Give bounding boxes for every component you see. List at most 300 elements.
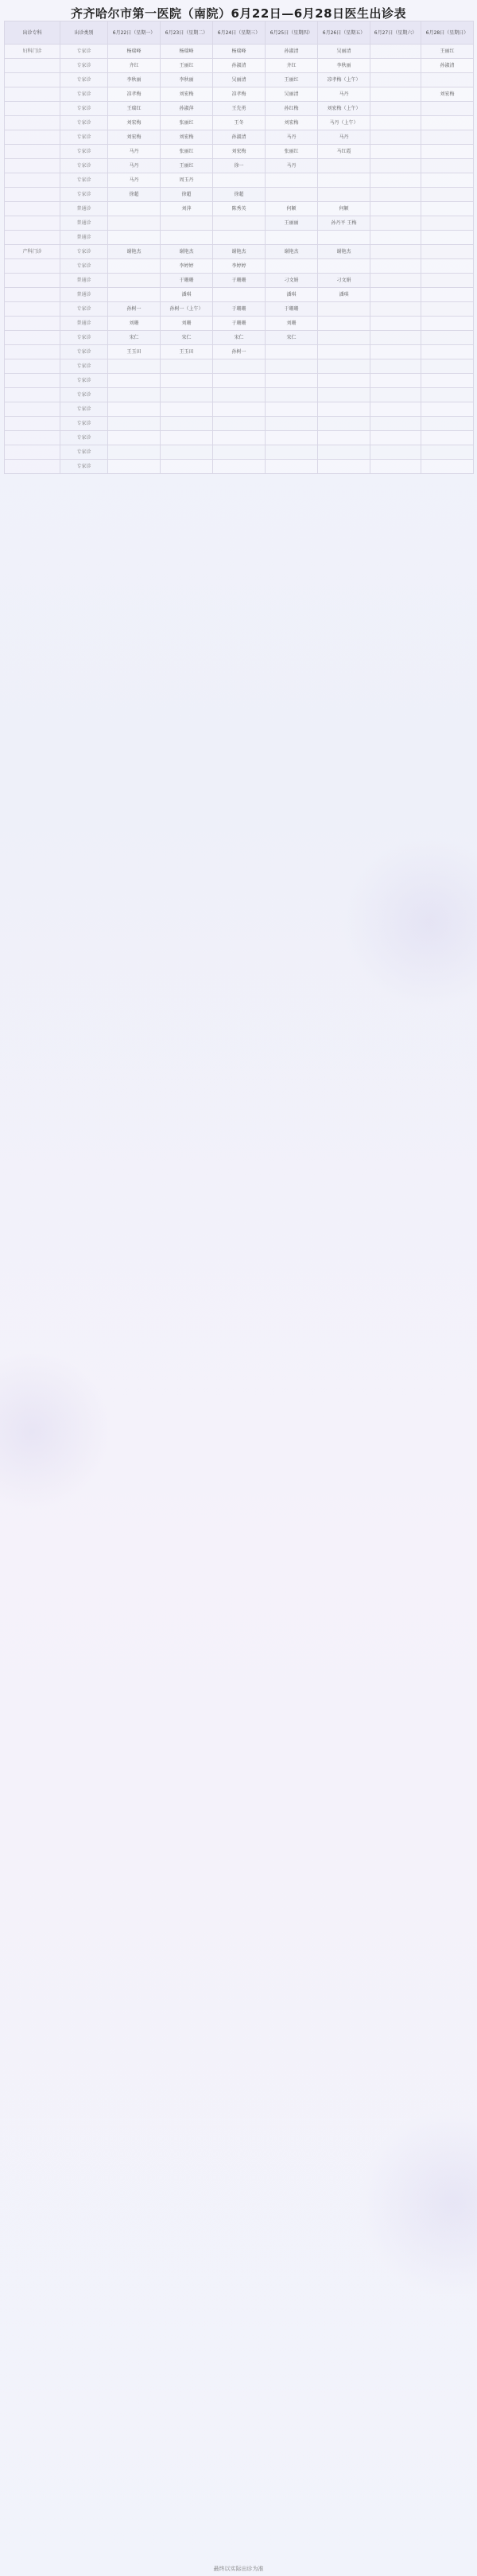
doctor-cell: 宋仁 — [108, 331, 161, 345]
doctor-cell: 马丹 — [266, 130, 318, 145]
table-row — [5, 245, 474, 259]
doctor-cell — [213, 216, 266, 231]
doctor-cell — [161, 388, 213, 402]
table-row — [5, 87, 474, 102]
doctor-cell: 王丽丽 — [266, 216, 318, 231]
clinic-type-cell: 专家诊 — [60, 116, 108, 130]
table-row — [5, 159, 474, 173]
doctor-cell: 宋仁 — [266, 331, 318, 345]
doctor-cell: 吴丽清 — [318, 45, 370, 59]
clinic-type-cell: 专家诊 — [60, 402, 108, 417]
doctor-cell: 孙淑萍 — [161, 102, 213, 116]
doctor-cell: 李秋丽 — [318, 59, 370, 73]
doctor-cell — [421, 359, 474, 374]
table-row — [5, 288, 474, 302]
doctor-cell — [370, 245, 421, 259]
doctor-cell — [213, 460, 266, 474]
doctor-cell: 马丹 — [108, 159, 161, 173]
doctor-cell — [161, 374, 213, 388]
doctor-cell — [108, 402, 161, 417]
clinic-type-cell: 专家诊 — [60, 417, 108, 431]
doctor-cell — [318, 331, 370, 345]
department-cell — [5, 216, 60, 231]
doctor-cell: 齐红 — [108, 59, 161, 73]
doctor-cell — [370, 345, 421, 359]
doctor-cell — [318, 431, 370, 445]
doctor-cell — [318, 445, 370, 460]
header-cell: 出诊专科 — [5, 21, 60, 45]
header-cell: 6月27日（星期六） — [370, 21, 421, 45]
department-cell — [5, 445, 60, 460]
header-row — [5, 21, 474, 45]
doctor-cell: 孙红梅 — [266, 102, 318, 116]
doctor-cell — [421, 231, 474, 245]
department-cell — [5, 259, 60, 274]
table-row — [5, 460, 474, 474]
doctor-cell — [421, 159, 474, 173]
doctor-cell — [161, 231, 213, 245]
doctor-cell: 杨瑞峰 — [108, 45, 161, 59]
doctor-cell — [266, 445, 318, 460]
doctor-cell — [421, 216, 474, 231]
doctor-cell: 潘琪 — [161, 288, 213, 302]
doctor-cell — [108, 374, 161, 388]
doctor-cell: 孙淑清 — [266, 45, 318, 59]
doctor-cell — [421, 431, 474, 445]
clinic-type-cell: 专家诊 — [60, 188, 108, 202]
clinic-type-cell: 专家诊 — [60, 73, 108, 87]
doctor-cell: 谢艳杰 — [213, 245, 266, 259]
table-row — [5, 73, 474, 87]
department-cell — [5, 374, 60, 388]
doctor-cell — [421, 259, 474, 274]
doctor-cell: 杨瑞峰 — [161, 45, 213, 59]
doctor-cell: 王丽红 — [266, 73, 318, 87]
doctor-cell — [318, 417, 370, 431]
header-cell: 6月26日（星期五） — [318, 21, 370, 45]
doctor-cell — [421, 73, 474, 87]
doctor-cell: 谢艳杰 — [108, 245, 161, 259]
doctor-cell — [108, 259, 161, 274]
department-cell — [5, 417, 60, 431]
clinic-type-cell: 普通诊 — [60, 274, 108, 288]
clinic-type-cell: 专家诊 — [60, 45, 108, 59]
doctor-cell — [421, 345, 474, 359]
doctor-cell — [213, 402, 266, 417]
doctor-cell — [266, 431, 318, 445]
doctor-cell — [421, 202, 474, 216]
doctor-cell — [370, 460, 421, 474]
doctor-cell: 王丽红 — [421, 45, 474, 59]
department-cell — [5, 130, 60, 145]
doctor-cell — [318, 302, 370, 317]
doctor-cell: 李婷婷 — [213, 259, 266, 274]
doctor-cell — [370, 374, 421, 388]
clinic-type-cell: 普通诊 — [60, 216, 108, 231]
doctor-cell: 刘珊 — [161, 317, 213, 331]
doctor-cell: 王玉田 — [161, 345, 213, 359]
table-row — [5, 345, 474, 359]
clinic-type-cell: 专家诊 — [60, 460, 108, 474]
doctor-cell — [266, 460, 318, 474]
clinic-type-cell: 专家诊 — [60, 374, 108, 388]
table-row — [5, 59, 474, 73]
department-cell — [5, 59, 60, 73]
doctor-cell: 李婷婷 — [161, 259, 213, 274]
doctor-cell — [370, 45, 421, 59]
doctor-cell — [370, 73, 421, 87]
clinic-type-cell: 专家诊 — [60, 302, 108, 317]
footer-note: 最终以实际出诊为准 — [213, 2566, 264, 2572]
doctor-cell — [318, 259, 370, 274]
doctor-cell: 王丽红 — [161, 59, 213, 73]
doctor-cell: 张丽红 — [161, 145, 213, 159]
clinic-type-cell: 专家诊 — [60, 245, 108, 259]
doctor-cell: 于珊珊 — [213, 317, 266, 331]
doctor-cell — [421, 188, 474, 202]
department-cell — [5, 460, 60, 474]
doctor-cell — [318, 159, 370, 173]
table-row — [5, 431, 474, 445]
table-row — [5, 188, 474, 202]
decorative-circle — [342, 835, 477, 1010]
doctor-cell: 杨瑞峰 — [213, 45, 266, 59]
doctor-cell — [108, 231, 161, 245]
department-cell — [5, 73, 60, 87]
doctor-cell — [108, 216, 161, 231]
doctor-cell: 马丹 — [318, 130, 370, 145]
doctor-cell: 王丽红 — [161, 159, 213, 173]
doctor-cell — [213, 374, 266, 388]
doctor-cell: 马丹 — [266, 159, 318, 173]
doctor-cell: 刘珊 — [266, 317, 318, 331]
doctor-cell — [108, 460, 161, 474]
doctor-cell — [108, 202, 161, 216]
department-cell — [5, 345, 60, 359]
doctor-cell — [421, 116, 474, 130]
doctor-cell — [108, 288, 161, 302]
doctor-cell: 谢艳杰 — [161, 245, 213, 259]
doctor-cell: 刘萍 — [161, 202, 213, 216]
doctor-cell — [161, 445, 213, 460]
doctor-cell — [370, 130, 421, 145]
page-title: 齐齐哈尔市第一医院（南院）6月22日—6月28日医生出诊表 — [70, 6, 407, 21]
doctor-cell: 孙树一 — [108, 302, 161, 317]
doctor-cell — [318, 388, 370, 402]
doctor-cell — [213, 231, 266, 245]
doctor-cell: 刘宏梅（上午） — [318, 102, 370, 116]
department-cell — [5, 173, 60, 188]
doctor-cell — [161, 431, 213, 445]
doctor-cell: 马丹 — [108, 173, 161, 188]
department-cell — [5, 402, 60, 417]
clinic-type-cell: 专家诊 — [60, 345, 108, 359]
doctor-cell — [161, 417, 213, 431]
doctor-cell: 于珊珊 — [266, 302, 318, 317]
department-cell — [5, 288, 60, 302]
doctor-cell: 刁文娟 — [318, 274, 370, 288]
doctor-cell — [213, 445, 266, 460]
doctor-cell: 马丹 — [318, 87, 370, 102]
doctor-cell: 张丽红 — [161, 116, 213, 130]
department-cell — [5, 159, 60, 173]
doctor-cell: 于珊珊 — [213, 274, 266, 288]
doctor-cell: 于珊珊 — [161, 274, 213, 288]
doctor-cell — [370, 231, 421, 245]
doctor-cell — [318, 345, 370, 359]
doctor-cell — [370, 417, 421, 431]
header-cell: 6月24日（星期三） — [213, 21, 266, 45]
clinic-type-cell: 专家诊 — [60, 388, 108, 402]
doctor-cell — [370, 317, 421, 331]
doctor-cell: 谢艳杰 — [318, 245, 370, 259]
table-row — [5, 331, 474, 345]
doctor-cell — [370, 159, 421, 173]
doctor-cell — [318, 402, 370, 417]
doctor-cell: 何颖 — [318, 202, 370, 216]
table-row — [5, 45, 474, 59]
clinic-type-cell: 专家诊 — [60, 159, 108, 173]
doctor-cell — [318, 173, 370, 188]
clinic-type-cell: 普通诊 — [60, 202, 108, 216]
doctor-cell — [266, 359, 318, 374]
doctor-cell — [370, 259, 421, 274]
doctor-cell — [318, 374, 370, 388]
doctor-cell: 刘宏梅 — [161, 87, 213, 102]
doctor-cell: 于珊珊 — [213, 302, 266, 317]
doctor-cell — [370, 202, 421, 216]
doctor-cell — [108, 388, 161, 402]
table-row — [5, 374, 474, 388]
doctor-cell — [421, 173, 474, 188]
doctor-cell — [266, 417, 318, 431]
doctor-cell — [370, 302, 421, 317]
doctor-cell — [370, 145, 421, 159]
doctor-cell — [370, 431, 421, 445]
schedule-table — [4, 21, 474, 474]
table-row — [5, 445, 474, 460]
department-cell — [5, 331, 60, 345]
doctor-cell: 王玉田 — [108, 345, 161, 359]
header-cell: 6月23日（星期二） — [161, 21, 213, 45]
doctor-cell — [108, 274, 161, 288]
table-row — [5, 259, 474, 274]
table-row — [5, 317, 474, 331]
doctor-cell: 陈秀英 — [213, 202, 266, 216]
doctor-cell: 刁文娟 — [266, 274, 318, 288]
doctor-cell — [266, 173, 318, 188]
doctor-cell — [266, 231, 318, 245]
table-row — [5, 145, 474, 159]
doctor-cell — [421, 374, 474, 388]
doctor-cell — [161, 359, 213, 374]
department-cell: 妇科门诊 — [5, 45, 60, 59]
doctor-cell — [108, 359, 161, 374]
clinic-type-cell: 普通诊 — [60, 231, 108, 245]
clinic-type-cell: 专家诊 — [60, 173, 108, 188]
doctor-cell — [421, 302, 474, 317]
doctor-cell: 徐超 — [108, 188, 161, 202]
doctor-cell — [370, 188, 421, 202]
table-row — [5, 402, 474, 417]
doctor-cell — [370, 116, 421, 130]
table-row — [5, 274, 474, 288]
department-cell — [5, 102, 60, 116]
table-row — [5, 173, 474, 188]
header-cell: 6月22日（星期一） — [108, 21, 161, 45]
doctor-cell — [370, 102, 421, 116]
doctor-cell — [370, 359, 421, 374]
department-cell — [5, 202, 60, 216]
doctor-cell — [213, 388, 266, 402]
doctor-cell: 何颖 — [266, 202, 318, 216]
doctor-cell — [161, 460, 213, 474]
doctor-cell — [318, 317, 370, 331]
doctor-cell — [108, 445, 161, 460]
clinic-type-cell: 专家诊 — [60, 59, 108, 73]
doctor-cell: 孙淑清 — [213, 130, 266, 145]
clinic-type-cell: 普通诊 — [60, 317, 108, 331]
table-row — [5, 130, 474, 145]
doctor-cell — [421, 417, 474, 431]
table-row — [5, 359, 474, 374]
table-row — [5, 202, 474, 216]
doctor-cell — [421, 460, 474, 474]
doctor-cell — [370, 402, 421, 417]
clinic-type-cell: 专家诊 — [60, 359, 108, 374]
doctor-cell: 孙树一（上午） — [161, 302, 213, 317]
table-row — [5, 388, 474, 402]
doctor-cell — [421, 274, 474, 288]
doctor-cell: 马丹（上午） — [318, 116, 370, 130]
doctor-cell — [108, 417, 161, 431]
department-cell — [5, 116, 60, 130]
doctor-cell — [161, 402, 213, 417]
doctor-cell: 刘珊 — [108, 317, 161, 331]
decorative-circle — [358, 2108, 477, 2298]
doctor-cell: 刘宏梅 — [161, 130, 213, 145]
department-cell — [5, 302, 60, 317]
doctor-cell: 李秋丽 — [161, 73, 213, 87]
doctor-cell — [161, 216, 213, 231]
clinic-type-cell: 专家诊 — [60, 102, 108, 116]
table-row — [5, 302, 474, 317]
table-row — [5, 116, 474, 130]
table-row — [5, 231, 474, 245]
doctor-cell — [421, 102, 474, 116]
department-cell — [5, 359, 60, 374]
doctor-cell: 刘宏梅 — [108, 116, 161, 130]
department-cell: 产科门诊 — [5, 245, 60, 259]
doctor-cell — [370, 274, 421, 288]
doctor-cell: 刘宏梅 — [213, 145, 266, 159]
clinic-type-cell: 专家诊 — [60, 130, 108, 145]
clinic-type-cell: 专家诊 — [60, 145, 108, 159]
doctor-cell — [213, 173, 266, 188]
doctor-cell: 宋仁 — [161, 331, 213, 345]
header-cell: 出诊类别 — [60, 21, 108, 45]
clinic-type-cell: 专家诊 — [60, 445, 108, 460]
doctor-cell — [108, 431, 161, 445]
doctor-cell — [421, 145, 474, 159]
doctor-cell: 孙丹平 王梅 — [318, 216, 370, 231]
clinic-type-cell: 专家诊 — [60, 331, 108, 345]
doctor-cell — [370, 445, 421, 460]
table-row — [5, 102, 474, 116]
doctor-cell — [370, 288, 421, 302]
doctor-cell: 凉孝梅 — [213, 87, 266, 102]
doctor-cell — [370, 388, 421, 402]
doctor-cell: 谢艳杰 — [266, 245, 318, 259]
doctor-cell: 齐红 — [266, 59, 318, 73]
doctor-cell — [213, 359, 266, 374]
doctor-cell: 王先勇 — [213, 102, 266, 116]
header-cell: 6月28日（星期日） — [421, 21, 474, 45]
doctor-cell — [266, 402, 318, 417]
doctor-cell: 徐超 — [213, 188, 266, 202]
department-cell — [5, 388, 60, 402]
doctor-cell — [370, 216, 421, 231]
doctor-cell — [421, 288, 474, 302]
doctor-cell — [370, 59, 421, 73]
doctor-cell: 潘琪 — [318, 288, 370, 302]
department-cell — [5, 188, 60, 202]
doctor-cell: 孙淑清 — [213, 59, 266, 73]
doctor-cell — [370, 331, 421, 345]
doctor-cell: 马红霞 — [318, 145, 370, 159]
doctor-cell: 刘宏梅 — [421, 87, 474, 102]
department-cell — [5, 317, 60, 331]
department-cell — [5, 87, 60, 102]
clinic-type-cell: 专家诊 — [60, 259, 108, 274]
doctor-cell: 凉孝梅（上午） — [318, 73, 370, 87]
table-row — [5, 417, 474, 431]
doctor-cell: 徐一 — [213, 159, 266, 173]
doctor-cell — [266, 388, 318, 402]
doctor-cell — [318, 359, 370, 374]
doctor-cell — [266, 374, 318, 388]
doctor-cell: 王瑞红 — [108, 102, 161, 116]
header-cell: 6月25日（星期四） — [266, 21, 318, 45]
doctor-cell — [421, 245, 474, 259]
clinic-type-cell: 普通诊 — [60, 288, 108, 302]
doctor-cell: 凉孝梅 — [108, 87, 161, 102]
decorative-circle — [0, 1352, 111, 1511]
doctor-cell — [421, 388, 474, 402]
doctor-cell — [266, 345, 318, 359]
doctor-cell: 张丽红 — [266, 145, 318, 159]
doctor-cell — [266, 188, 318, 202]
doctor-cell — [421, 331, 474, 345]
doctor-cell — [318, 460, 370, 474]
doctor-cell: 刘宏梅 — [266, 116, 318, 130]
doctor-cell — [213, 431, 266, 445]
doctor-cell — [266, 259, 318, 274]
doctor-cell — [421, 402, 474, 417]
doctor-cell: 孙淑清 — [421, 59, 474, 73]
doctor-cell — [421, 445, 474, 460]
doctor-cell: 王冬 — [213, 116, 266, 130]
doctor-cell: 李秋丽 — [108, 73, 161, 87]
doctor-cell — [370, 173, 421, 188]
doctor-cell: 徐超 — [161, 188, 213, 202]
department-cell — [5, 274, 60, 288]
doctor-cell: 潘琪 — [266, 288, 318, 302]
doctor-cell — [213, 417, 266, 431]
doctor-cell — [421, 317, 474, 331]
doctor-cell — [370, 87, 421, 102]
doctor-cell: 吴丽清 — [266, 87, 318, 102]
